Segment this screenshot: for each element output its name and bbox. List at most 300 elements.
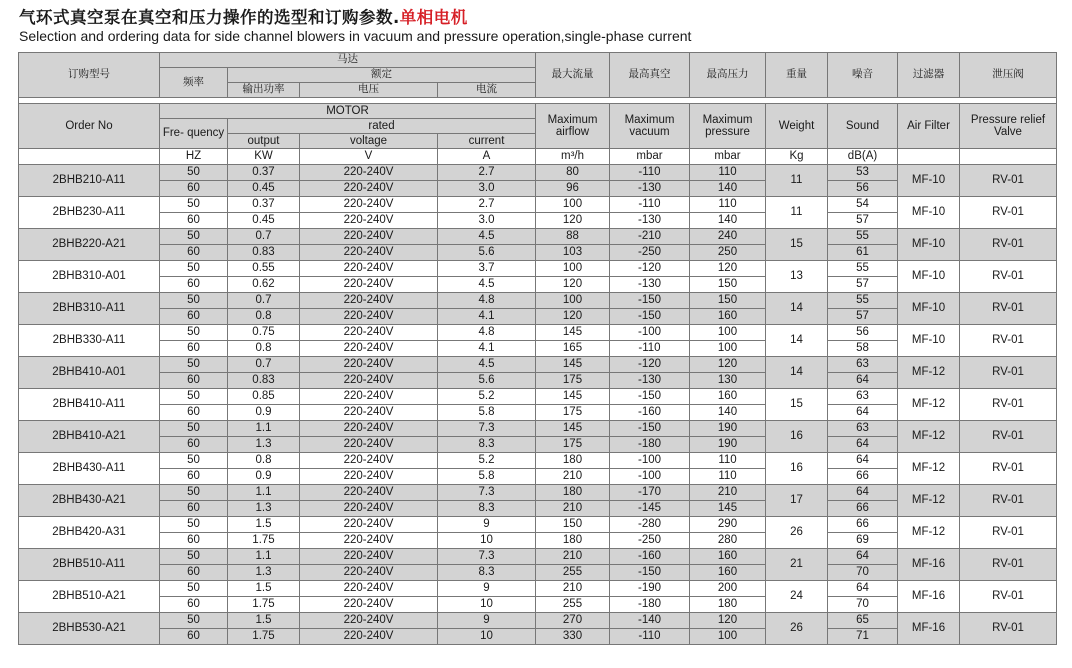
header-zh-output: 输出功率: [228, 83, 300, 98]
model-name: 2BHB310-A11: [19, 293, 160, 325]
header-en-max-airflow: Maximum airflow: [536, 104, 610, 149]
airflow-cell: 210: [536, 581, 610, 597]
voltage-cell: 220-240V: [300, 549, 438, 565]
valve-cell: RV-01: [960, 517, 1057, 549]
airflow-cell: 180: [536, 485, 610, 501]
unit-freq: HZ: [160, 149, 228, 165]
vacuum-cell: -130: [610, 213, 690, 229]
current-cell: 8.3: [438, 437, 536, 453]
unit-blank: [19, 149, 160, 165]
sound-cell: 53: [828, 165, 898, 181]
header-zh-weight: 重量: [766, 53, 828, 98]
pressure-cell: 160: [690, 565, 766, 581]
table-row: [19, 421, 1057, 437]
current-cell: 9: [438, 613, 536, 629]
header-en-output: output: [228, 134, 300, 149]
sound-cell: 58: [828, 341, 898, 357]
table-row: [19, 165, 1057, 181]
output-cell: 1.5: [228, 581, 300, 597]
airflow-cell: 103: [536, 245, 610, 261]
output-cell: 0.37: [228, 165, 300, 181]
output-cell: 1.5: [228, 613, 300, 629]
frequency-cell: 50: [160, 485, 228, 501]
header-zh-max-vacuum: 最高真空: [610, 53, 690, 98]
pressure-cell: 145: [690, 501, 766, 517]
sound-cell: 66: [828, 501, 898, 517]
pressure-cell: 190: [690, 437, 766, 453]
title-zh-highlight: 单相电机: [399, 8, 468, 27]
pressure-cell: 290: [690, 517, 766, 533]
output-cell: 0.9: [228, 405, 300, 421]
current-cell: 5.2: [438, 389, 536, 405]
weight-cell: 26: [766, 613, 828, 645]
vacuum-cell: -110: [610, 165, 690, 181]
filter-cell: MF-12: [898, 389, 960, 421]
voltage-cell: 220-240V: [300, 501, 438, 517]
vacuum-cell: -145: [610, 501, 690, 517]
vacuum-cell: -130: [610, 277, 690, 293]
pressure-cell: 110: [690, 453, 766, 469]
model-name: 2BHB210-A11: [19, 165, 160, 197]
voltage-cell: 220-240V: [300, 485, 438, 501]
sound-cell: 57: [828, 213, 898, 229]
current-cell: 8.3: [438, 501, 536, 517]
frequency-cell: 60: [160, 373, 228, 389]
frequency-cell: 50: [160, 197, 228, 213]
frequency-cell: 50: [160, 261, 228, 277]
sound-cell: 64: [828, 581, 898, 597]
filter-cell: MF-12: [898, 357, 960, 389]
frequency-cell: 60: [160, 565, 228, 581]
pressure-cell: 120: [690, 261, 766, 277]
output-cell: 1.1: [228, 421, 300, 437]
sound-cell: 70: [828, 565, 898, 581]
airflow-cell: 255: [536, 565, 610, 581]
current-cell: 4.8: [438, 293, 536, 309]
filter-cell: MF-10: [898, 165, 960, 197]
table-row: [19, 613, 1057, 629]
voltage-cell: 220-240V: [300, 453, 438, 469]
vacuum-cell: -100: [610, 325, 690, 341]
header-en-max-vacuum: Maximum vacuum: [610, 104, 690, 149]
pressure-cell: 200: [690, 581, 766, 597]
spec-table: [18, 52, 1057, 645]
airflow-cell: 210: [536, 501, 610, 517]
current-cell: 10: [438, 597, 536, 613]
filter-cell: MF-10: [898, 197, 960, 229]
weight-cell: 24: [766, 581, 828, 613]
frequency-cell: 60: [160, 213, 228, 229]
vacuum-cell: -110: [610, 341, 690, 357]
pressure-cell: 120: [690, 613, 766, 629]
output-cell: 0.75: [228, 325, 300, 341]
voltage-cell: 220-240V: [300, 181, 438, 197]
pressure-cell: 250: [690, 245, 766, 261]
pressure-cell: 150: [690, 293, 766, 309]
pressure-cell: 160: [690, 549, 766, 565]
weight-cell: 13: [766, 261, 828, 293]
voltage-cell: 220-240V: [300, 389, 438, 405]
model-name: 2BHB330-A11: [19, 325, 160, 357]
table-row: [19, 389, 1057, 405]
airflow-cell: 210: [536, 549, 610, 565]
vacuum-cell: -150: [610, 293, 690, 309]
pressure-cell: 240: [690, 229, 766, 245]
vacuum-cell: -180: [610, 437, 690, 453]
output-cell: 1.3: [228, 437, 300, 453]
frequency-cell: 60: [160, 533, 228, 549]
sound-cell: 55: [828, 293, 898, 309]
header-en-filter: Air Filter: [898, 104, 960, 149]
current-cell: 4.8: [438, 325, 536, 341]
pressure-cell: 130: [690, 373, 766, 389]
sound-cell: 64: [828, 453, 898, 469]
table-row: [19, 325, 1057, 341]
sound-cell: 64: [828, 437, 898, 453]
voltage-cell: 220-240V: [300, 341, 438, 357]
weight-cell: 14: [766, 357, 828, 389]
output-cell: 0.62: [228, 277, 300, 293]
voltage-cell: 220-240V: [300, 581, 438, 597]
sound-cell: 56: [828, 325, 898, 341]
airflow-cell: 120: [536, 309, 610, 325]
vacuum-cell: -160: [610, 549, 690, 565]
voltage-cell: 220-240V: [300, 405, 438, 421]
frequency-cell: 60: [160, 341, 228, 357]
valve-cell: RV-01: [960, 549, 1057, 581]
frequency-cell: 60: [160, 277, 228, 293]
header-en-weight: Weight: [766, 104, 828, 149]
table-row: [19, 485, 1057, 501]
weight-cell: 17: [766, 485, 828, 517]
weight-cell: 26: [766, 517, 828, 549]
sound-cell: 70: [828, 597, 898, 613]
frequency-cell: 50: [160, 229, 228, 245]
current-cell: 5.8: [438, 469, 536, 485]
weight-cell: 11: [766, 197, 828, 229]
header-en-voltage: voltage: [300, 134, 438, 149]
frequency-cell: 50: [160, 293, 228, 309]
sound-cell: 64: [828, 485, 898, 501]
vacuum-cell: -130: [610, 373, 690, 389]
header-en-frequency: Fre- quency: [160, 119, 228, 149]
unit-filter-blank: [898, 149, 960, 165]
vacuum-cell: -150: [610, 389, 690, 405]
pressure-cell: 140: [690, 181, 766, 197]
sound-cell: 65: [828, 613, 898, 629]
current-cell: 4.1: [438, 309, 536, 325]
output-cell: 1.75: [228, 533, 300, 549]
model-name: 2BHB410-A01: [19, 357, 160, 389]
valve-cell: RV-01: [960, 293, 1057, 325]
output-cell: 0.45: [228, 181, 300, 197]
output-cell: 1.1: [228, 549, 300, 565]
current-cell: 8.3: [438, 565, 536, 581]
unit-voltage: V: [300, 149, 438, 165]
weight-cell: 16: [766, 421, 828, 453]
filter-cell: MF-12: [898, 517, 960, 549]
valve-cell: RV-01: [960, 165, 1057, 197]
vacuum-cell: -100: [610, 453, 690, 469]
table-row: [19, 357, 1057, 373]
table-row: [19, 293, 1057, 309]
pressure-cell: 110: [690, 469, 766, 485]
weight-cell: 21: [766, 549, 828, 581]
frequency-cell: 60: [160, 501, 228, 517]
airflow-cell: 165: [536, 341, 610, 357]
filter-cell: MF-16: [898, 613, 960, 645]
current-cell: 4.1: [438, 341, 536, 357]
airflow-cell: 96: [536, 181, 610, 197]
current-cell: 3.0: [438, 181, 536, 197]
airflow-cell: 120: [536, 277, 610, 293]
sound-cell: 64: [828, 373, 898, 389]
output-cell: 1.75: [228, 629, 300, 645]
output-cell: 1.3: [228, 565, 300, 581]
pressure-cell: 150: [690, 277, 766, 293]
header-en-max-pressure: Maximum pressure: [690, 104, 766, 149]
filter-cell: MF-10: [898, 261, 960, 293]
sound-cell: 64: [828, 549, 898, 565]
airflow-cell: 100: [536, 261, 610, 277]
table-row: [19, 229, 1057, 245]
current-cell: 5.6: [438, 373, 536, 389]
output-cell: 0.45: [228, 213, 300, 229]
valve-cell: RV-01: [960, 197, 1057, 229]
voltage-cell: 220-240V: [300, 245, 438, 261]
unit-current: A: [438, 149, 536, 165]
airflow-cell: 175: [536, 437, 610, 453]
output-cell: 0.7: [228, 293, 300, 309]
output-cell: 1.75: [228, 597, 300, 613]
vacuum-cell: -160: [610, 405, 690, 421]
airflow-cell: 255: [536, 597, 610, 613]
current-cell: 4.5: [438, 357, 536, 373]
output-cell: 1.5: [228, 517, 300, 533]
output-cell: 0.7: [228, 229, 300, 245]
sound-cell: 57: [828, 309, 898, 325]
voltage-cell: 220-240V: [300, 213, 438, 229]
header-en-order-no: Order No: [19, 104, 160, 149]
table-row: [19, 517, 1057, 533]
vacuum-cell: -120: [610, 357, 690, 373]
current-cell: 9: [438, 517, 536, 533]
frequency-cell: 50: [160, 357, 228, 373]
pressure-cell: 210: [690, 485, 766, 501]
vacuum-cell: -150: [610, 309, 690, 325]
frequency-cell: 60: [160, 469, 228, 485]
table-row: [19, 261, 1057, 277]
pressure-cell: 120: [690, 357, 766, 373]
valve-cell: RV-01: [960, 389, 1057, 421]
airflow-cell: 180: [536, 453, 610, 469]
airflow-cell: 120: [536, 213, 610, 229]
airflow-cell: 210: [536, 469, 610, 485]
filter-cell: MF-12: [898, 453, 960, 485]
output-cell: 1.1: [228, 485, 300, 501]
current-cell: 2.7: [438, 197, 536, 213]
sound-cell: 63: [828, 421, 898, 437]
current-cell: 10: [438, 533, 536, 549]
title-zh-main: 气环式真空泵在真空和压力操作的选型和订购参数.: [19, 8, 400, 27]
header-zh-voltage: 电压: [300, 83, 438, 98]
output-cell: 0.55: [228, 261, 300, 277]
output-cell: 0.8: [228, 453, 300, 469]
model-name: 2BHB220-A21: [19, 229, 160, 261]
vacuum-cell: -280: [610, 517, 690, 533]
header-en-sound: Sound: [828, 104, 898, 149]
page-title-en: Selection and ordering data for side channel blowers in vacuum and pressure operation,single-phase current: [19, 28, 692, 44]
pressure-cell: 140: [690, 405, 766, 421]
voltage-cell: 220-240V: [300, 421, 438, 437]
sound-cell: 54: [828, 197, 898, 213]
voltage-cell: 220-240V: [300, 277, 438, 293]
voltage-cell: 220-240V: [300, 293, 438, 309]
vacuum-cell: -250: [610, 245, 690, 261]
current-cell: 7.3: [438, 421, 536, 437]
model-name: 2BHB310-A01: [19, 261, 160, 293]
current-cell: 10: [438, 629, 536, 645]
airflow-cell: 100: [536, 293, 610, 309]
voltage-cell: 220-240V: [300, 613, 438, 629]
header-zh-valve: 泄压阀: [960, 53, 1057, 98]
current-cell: 4.5: [438, 277, 536, 293]
airflow-cell: 80: [536, 165, 610, 181]
current-cell: 7.3: [438, 485, 536, 501]
current-cell: 9: [438, 581, 536, 597]
frequency-cell: 60: [160, 245, 228, 261]
voltage-cell: 220-240V: [300, 309, 438, 325]
airflow-cell: 100: [536, 197, 610, 213]
weight-cell: 15: [766, 389, 828, 421]
unit-valve-blank: [960, 149, 1057, 165]
filter-cell: MF-10: [898, 229, 960, 261]
frequency-cell: 50: [160, 165, 228, 181]
vacuum-cell: -100: [610, 469, 690, 485]
header-zh-max-airflow: 最大流量: [536, 53, 610, 98]
airflow-cell: 175: [536, 405, 610, 421]
header-en-motor: MOTOR: [160, 104, 536, 119]
frequency-cell: 50: [160, 517, 228, 533]
current-cell: 5.2: [438, 453, 536, 469]
vacuum-cell: -150: [610, 421, 690, 437]
table-row: [19, 549, 1057, 565]
sound-cell: 64: [828, 405, 898, 421]
voltage-cell: 220-240V: [300, 357, 438, 373]
model-name: 2BHB410-A11: [19, 389, 160, 421]
sound-cell: 55: [828, 261, 898, 277]
current-cell: 2.7: [438, 165, 536, 181]
pressure-cell: 100: [690, 341, 766, 357]
frequency-cell: 60: [160, 405, 228, 421]
current-cell: 7.3: [438, 549, 536, 565]
valve-cell: RV-01: [960, 613, 1057, 645]
output-cell: 0.8: [228, 341, 300, 357]
vacuum-cell: -130: [610, 181, 690, 197]
valve-cell: RV-01: [960, 229, 1057, 261]
vacuum-cell: -210: [610, 229, 690, 245]
unit-pressure: mbar: [690, 149, 766, 165]
sound-cell: 61: [828, 245, 898, 261]
pressure-cell: 160: [690, 309, 766, 325]
filter-cell: MF-12: [898, 485, 960, 517]
frequency-cell: 50: [160, 613, 228, 629]
vacuum-cell: -180: [610, 597, 690, 613]
voltage-cell: 220-240V: [300, 597, 438, 613]
header-en-rated: rated: [228, 119, 536, 134]
valve-cell: RV-01: [960, 485, 1057, 517]
unit-sound: dB(A): [828, 149, 898, 165]
header-zh-motor: 马达: [160, 53, 536, 68]
voltage-cell: 220-240V: [300, 437, 438, 453]
airflow-cell: 330: [536, 629, 610, 645]
voltage-cell: 220-240V: [300, 629, 438, 645]
voltage-cell: 220-240V: [300, 565, 438, 581]
airflow-cell: 180: [536, 533, 610, 549]
sound-cell: 63: [828, 389, 898, 405]
airflow-cell: 88: [536, 229, 610, 245]
filter-cell: MF-16: [898, 549, 960, 581]
model-name: 2BHB510-A21: [19, 581, 160, 613]
voltage-cell: 220-240V: [300, 469, 438, 485]
table-row: [19, 453, 1057, 469]
output-cell: 0.85: [228, 389, 300, 405]
unit-airflow: m³/h: [536, 149, 610, 165]
frequency-cell: 50: [160, 549, 228, 565]
frequency-cell: 60: [160, 597, 228, 613]
frequency-cell: 60: [160, 437, 228, 453]
valve-cell: RV-01: [960, 325, 1057, 357]
header-zh-filter: 过滤器: [898, 53, 960, 98]
frequency-cell: 60: [160, 181, 228, 197]
vacuum-cell: -250: [610, 533, 690, 549]
valve-cell: RV-01: [960, 357, 1057, 389]
output-cell: 0.9: [228, 469, 300, 485]
sound-cell: 66: [828, 469, 898, 485]
frequency-cell: 60: [160, 629, 228, 645]
header-zh-frequency: 频率: [160, 68, 228, 98]
pressure-cell: 100: [690, 325, 766, 341]
vacuum-cell: -170: [610, 485, 690, 501]
vacuum-cell: -120: [610, 261, 690, 277]
header-zh-max-pressure: 最高压力: [690, 53, 766, 98]
sound-cell: 57: [828, 277, 898, 293]
current-cell: 5.6: [438, 245, 536, 261]
header-zh-order-no: 订购型号: [19, 53, 160, 98]
airflow-cell: 175: [536, 373, 610, 389]
model-name: 2BHB510-A11: [19, 549, 160, 581]
header-zh-rated: 额定: [228, 68, 536, 83]
model-name: 2BHB230-A11: [19, 197, 160, 229]
valve-cell: RV-01: [960, 261, 1057, 293]
header-zh-noise: 噪音: [828, 53, 898, 98]
vacuum-cell: -140: [610, 613, 690, 629]
voltage-cell: 220-240V: [300, 165, 438, 181]
airflow-cell: 270: [536, 613, 610, 629]
output-cell: 0.7: [228, 357, 300, 373]
filter-cell: MF-10: [898, 325, 960, 357]
model-name: 2BHB410-A21: [19, 421, 160, 453]
unit-weight: Kg: [766, 149, 828, 165]
frequency-cell: 50: [160, 325, 228, 341]
airflow-cell: 145: [536, 421, 610, 437]
filter-cell: MF-10: [898, 293, 960, 325]
output-cell: 0.83: [228, 245, 300, 261]
airflow-cell: 145: [536, 325, 610, 341]
frequency-cell: 50: [160, 421, 228, 437]
sound-cell: 71: [828, 629, 898, 645]
voltage-cell: 220-240V: [300, 517, 438, 533]
